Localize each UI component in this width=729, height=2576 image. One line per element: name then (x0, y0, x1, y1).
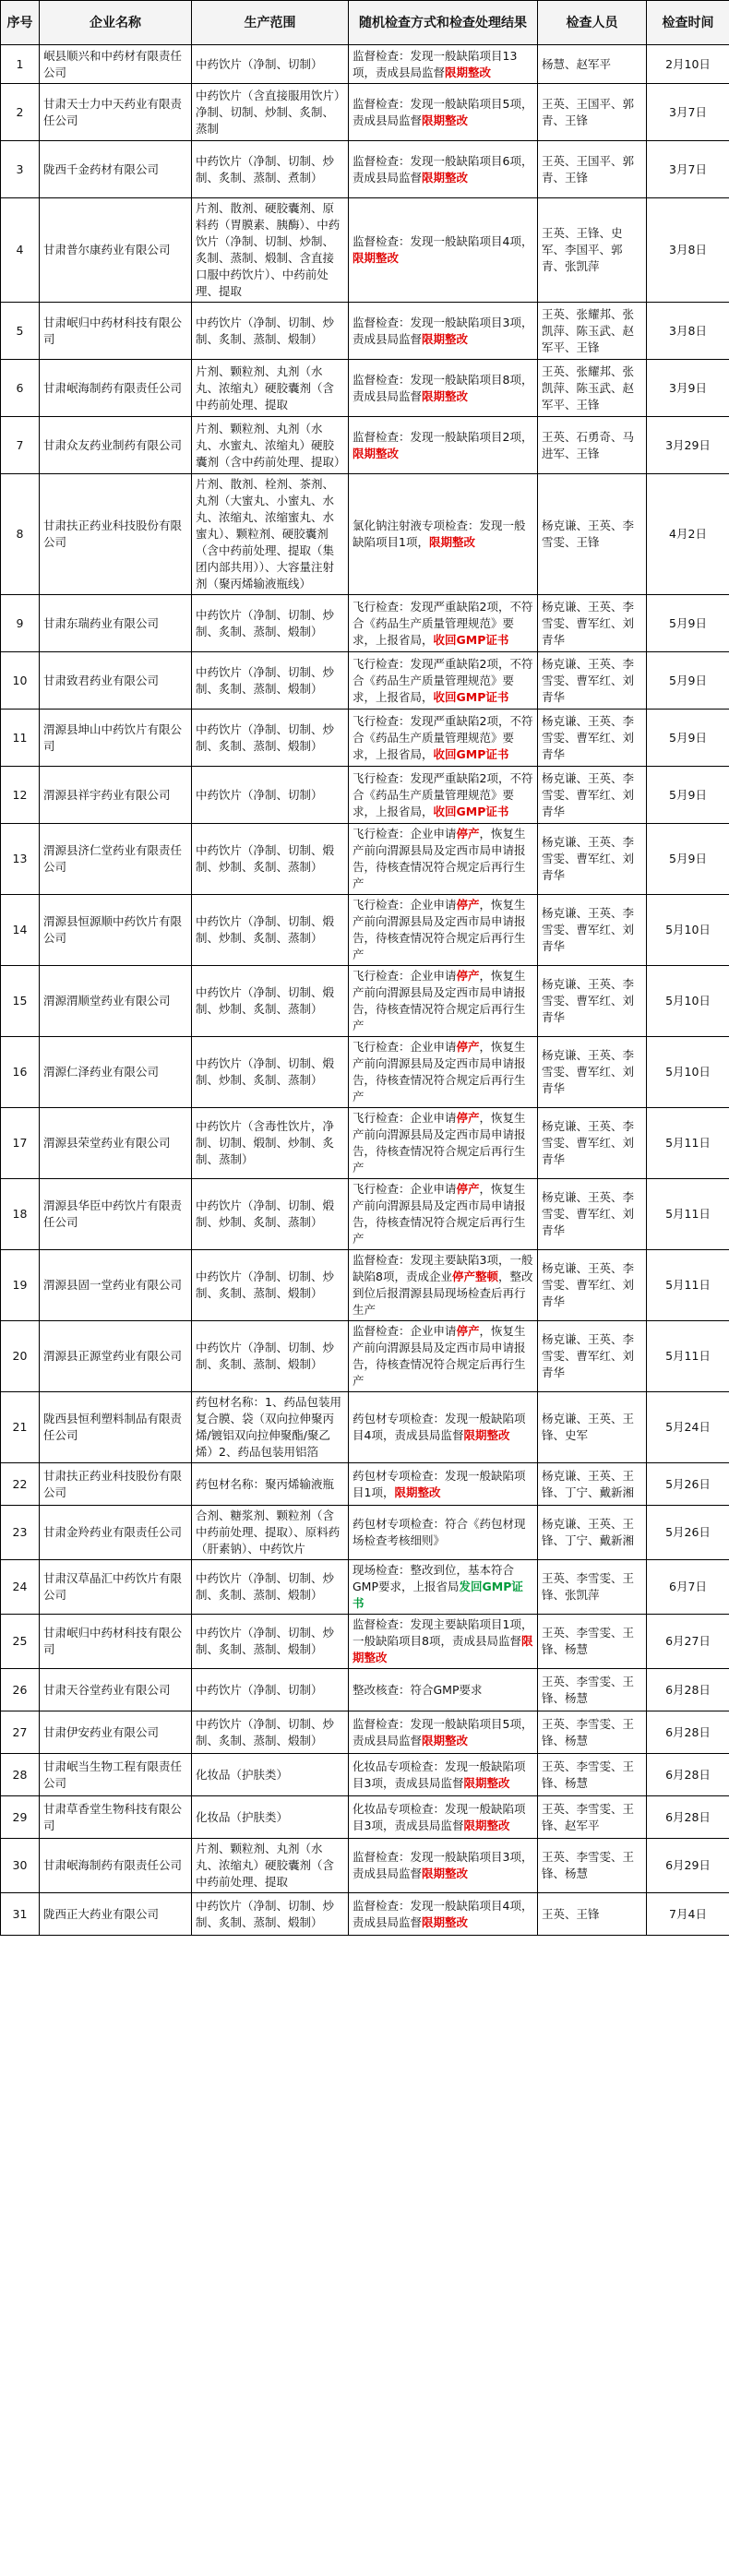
company-name: 岷县顺兴和中药材有限责任公司 (40, 45, 192, 84)
result-text: 现场检查：整改到位，基本符合GMP要求，上报省局 (353, 1563, 515, 1593)
company-name: 渭源县固一堂药业有限公司 (40, 1250, 192, 1321)
inspectors: 杨慧、赵军平 (538, 45, 647, 84)
result-text: 监督检查：发现主要缺陷项目1项，一般缺陷项目8项，责成县局监督 (353, 1617, 533, 1648)
production-scope: 合剂、糖浆剂、颗粒剂（含中药前处理、提取）、原料药（肝素钠）、中药饮片 (192, 1506, 349, 1560)
result-highlight: 限期整改 (422, 388, 469, 403)
result-highlight: 限期整改 (422, 1914, 469, 1929)
result-text: 飞行检查：发现严重缺陷2项，不符合《药品生产质量管理规范》要求，上报省局， (353, 599, 533, 647)
result-highlight: 限期整改 (394, 1485, 441, 1499)
production-scope: 中药饮片（含直接服用饮片）净制、切制、炒制、炙制、蒸制 (192, 84, 349, 141)
inspection-date: 6月28日 (647, 1754, 729, 1796)
inspection-result (349, 141, 538, 198)
production-scope: 中药饮片（含毒性饮片，净制、切制、煅制、炒制、炙制、蒸制） (192, 1108, 349, 1179)
inspection-date: 5月9日 (647, 824, 729, 895)
row-number: 1 (1, 45, 40, 84)
header-result: 随机检查方式和检查处理结果 (349, 1, 538, 45)
table-row (1, 1669, 729, 1711)
company-name: 甘肃普尔康药业有限公司 (40, 198, 192, 303)
inspection-date: 5月9日 (647, 767, 729, 824)
inspectors: 王英、李雪雯、王锋、杨慧 (538, 1711, 647, 1754)
company-name: 渭源渭顺堂药业有限公司 (40, 966, 192, 1037)
result-highlight: 限期整改 (422, 1866, 469, 1880)
company-name: 渭源仁泽药业有限公司 (40, 1037, 192, 1108)
inspection-result (349, 1615, 538, 1669)
result-text: 监督检查：企业申请 (353, 1324, 457, 1338)
company-name: 甘肃天士力中天药业有限责任公司 (40, 84, 192, 141)
production-scope: 中药饮片（净制、切制） (192, 1669, 349, 1711)
company-name: 陇西县恒利塑料制品有限责任公司 (40, 1392, 192, 1463)
inspection-date: 5月10日 (647, 1037, 729, 1108)
result-highlight: 限期整改 (422, 331, 469, 346)
table-row (1, 895, 729, 966)
table-row (1, 1321, 729, 1392)
inspection-date: 5月9日 (647, 710, 729, 767)
company-name: 甘肃扶正药业科技股份有限公司 (40, 474, 192, 595)
company-name: 甘肃岷海制药有限责任公司 (40, 1839, 192, 1893)
result-highlight: 停产整顿 (451, 1270, 498, 1283)
inspectors: 王英、王锋、史军、李国平、郭青、张凯萍 (538, 198, 647, 303)
inspection-result (349, 595, 538, 652)
inspection-date: 4月2日 (647, 474, 729, 595)
company-name: 甘肃岷当生物工程有限责任公司 (40, 1754, 192, 1796)
inspection-date: 3月8日 (647, 198, 729, 303)
inspection-result (349, 45, 538, 84)
result-text: ，恢复生产前向渭源县局及定西市局申请报告，待核查情况符合规定后再行生产 (353, 1182, 526, 1246)
result-text: 飞行检查：发现严重缺陷2项，不符合《药品生产质量管理规范》要求，上报省局， (353, 713, 533, 761)
production-scope: 中药饮片（净制、切制、炒制、炙制、蒸制、煅制） (192, 303, 349, 360)
inspectors: 王英、张耀邦、张凯萍、陈玉武、赵军平、王锋 (538, 360, 647, 417)
result-text: ，恢复生产前向渭源县局及定西市局申请报告，待核查情况符合规定后再行生产 (353, 898, 526, 961)
table-row (1, 1839, 729, 1893)
table-row (1, 1392, 729, 1463)
result-text: 监督检查：发现一般缺陷项目2项， (353, 429, 533, 444)
row-number: 18 (1, 1179, 40, 1250)
row-number: 21 (1, 1392, 40, 1463)
result-text: 监督检查：发现主要缺陷3项，一般缺陷8项，责成企业 (353, 1253, 533, 1283)
inspection-result (349, 652, 538, 710)
table-row (1, 360, 729, 417)
inspectors: 杨克谦、王英、李雪雯、曹军红、刘青华 (538, 652, 647, 710)
inspection-result (349, 1669, 538, 1711)
company-name: 渭源县坤山中药饮片有限公司 (40, 710, 192, 767)
production-scope: 片剂、颗粒剂、丸剂（水丸、浓缩丸）硬胶囊剂（含中药前处理、提取 (192, 1839, 349, 1893)
company-name: 甘肃草香堂生物科技有限公司 (40, 1796, 192, 1839)
row-number: 5 (1, 303, 40, 360)
inspectors: 王英、张耀邦、张凯萍、陈玉武、赵军平、王锋 (538, 303, 647, 360)
table-row (1, 474, 729, 595)
company-name: 甘肃众友药业制药有限公司 (40, 417, 192, 474)
production-scope: 中药饮片（净制、切制、煅制、炒制、炙制、蒸制） (192, 824, 349, 895)
row-number: 4 (1, 198, 40, 303)
company-name: 甘肃岷归中药材科技有限公司 (40, 1615, 192, 1669)
row-number: 26 (1, 1669, 40, 1711)
production-scope: 药包材名称：1、药品包装用复合膜、袋（双向拉伸聚丙烯/镀铝双向拉伸聚酯/聚乙烯）2、药品包装用铝箔 (192, 1392, 349, 1463)
row-number: 11 (1, 710, 40, 767)
production-scope: 中药饮片（净制、切制、炒制、炙制、蒸制、煅制） (192, 1560, 349, 1615)
table-row (1, 824, 729, 895)
inspection-date: 2月10日 (647, 45, 729, 84)
result-highlight: 限期整改 (422, 1733, 469, 1747)
row-number: 19 (1, 1250, 40, 1321)
row-number: 20 (1, 1321, 40, 1392)
table-row (1, 417, 729, 474)
inspectors: 杨克谦、王英、李雪雯、曹军红、刘青华 (538, 966, 647, 1037)
inspectors: 杨克谦、王英、李雪雯、曹军红、刘青华 (538, 895, 647, 966)
inspection-result (349, 303, 538, 360)
inspection-date: 5月10日 (647, 966, 729, 1037)
inspection-result (349, 1463, 538, 1506)
company-name: 甘肃东瑞药业有限公司 (40, 595, 192, 652)
production-scope: 化妆品（护肤类） (192, 1796, 349, 1839)
result-text: ，整改到位后报渭源县局现场检查后再行生产 (353, 1270, 533, 1317)
table-row (1, 1108, 729, 1179)
company-name: 陇西正大药业有限公司 (40, 1893, 192, 1936)
inspection-result (349, 1711, 538, 1754)
inspectors: 王英、王锋 (538, 1893, 647, 1936)
company-name: 甘肃扶正药业科技股份有限公司 (40, 1463, 192, 1506)
header-no: 序号 (1, 1, 40, 45)
production-scope: 中药饮片（净制、切制、炒制、炙制、蒸制、煅制） (192, 1615, 349, 1669)
result-highlight: 限期整改 (422, 113, 469, 127)
result-text: 监督检查：发现一般缺陷项目5项，责成县局监督 (353, 96, 533, 127)
inspection-result (349, 84, 538, 141)
inspection-date: 5月11日 (647, 1179, 729, 1250)
company-name: 渭源县恒源顺中药饮片有限公司 (40, 895, 192, 966)
inspection-date: 5月10日 (647, 895, 729, 966)
inspection-date: 3月8日 (647, 303, 729, 360)
production-scope: 中药饮片（净制、切制） (192, 45, 349, 84)
production-scope: 片剂、散剂、硬胶囊剂、原料药（胃膜素、胰酶）、中药饮片（净制、切制、炒制、炙制、蒸制、煅制、含直接口服中药饮片）、中药前处理、提取 (192, 198, 349, 303)
company-name: 渭源县华臣中药饮片有限责任公司 (40, 1179, 192, 1250)
table-row (1, 1179, 729, 1250)
company-name: 渭源县荣堂药业有限公司 (40, 1108, 192, 1179)
inspection-date: 5月9日 (647, 595, 729, 652)
result-text: 监督检查：发现一般缺陷项目13项，责成县局监督 (353, 48, 518, 79)
inspection-result (349, 710, 538, 767)
production-scope: 片剂、颗粒剂、丸剂（水丸、浓缩丸）硬胶囊剂（含中药前处理、提取 (192, 360, 349, 417)
table-row (1, 1037, 729, 1108)
table-row (1, 1615, 729, 1669)
table-row (1, 652, 729, 710)
row-number: 29 (1, 1796, 40, 1839)
inspection-date: 7月4日 (647, 1893, 729, 1936)
result-highlight: 停产 (456, 969, 480, 983)
production-scope: 药包材名称：聚丙烯输液瓶 (192, 1463, 349, 1506)
row-number: 3 (1, 141, 40, 198)
production-scope: 中药饮片（净制、切制、炒制、炙制、蒸制、煮制） (192, 141, 349, 198)
inspectors: 杨克谦、王英、李雪雯、曹军红、刘青华 (538, 1321, 647, 1392)
inspection-result (349, 1321, 538, 1392)
table-row (1, 710, 729, 767)
inspection-date: 6月27日 (647, 1615, 729, 1669)
inspection-result (349, 474, 538, 595)
production-scope: 化妆品（护肤类） (192, 1754, 349, 1796)
inspection-date: 3月7日 (647, 84, 729, 141)
result-highlight: 限期整改 (422, 170, 469, 185)
production-scope: 中药饮片（净制、切制、炒制、炙制、蒸制、煅制） (192, 1321, 349, 1392)
row-number: 17 (1, 1108, 40, 1179)
row-number: 7 (1, 417, 40, 474)
company-name: 渭源县正源堂药业有限公司 (40, 1321, 192, 1392)
result-text: 监督检查：发现一般缺陷项目5项，责成县局监督 (353, 1716, 533, 1747)
inspection-result (349, 1392, 538, 1463)
inspectors: 王英、王国平、郭青、王锋 (538, 141, 647, 198)
inspection-result (349, 1796, 538, 1839)
inspection-date: 6月28日 (647, 1711, 729, 1754)
row-number: 28 (1, 1754, 40, 1796)
result-highlight: 收回GMP证书 (433, 746, 509, 761)
table-row (1, 1506, 729, 1560)
header-company: 企业名称 (40, 1, 192, 45)
table-row (1, 303, 729, 360)
result-text: 飞行检查：发现严重缺陷2项，不符合《药品生产质量管理规范》要求，上报省局， (353, 770, 533, 818)
table-row (1, 45, 729, 84)
company-name: 甘肃伊安药业有限公司 (40, 1711, 192, 1754)
company-name: 渭源县祥宇药业有限公司 (40, 767, 192, 824)
inspection-result (349, 1179, 538, 1250)
inspection-result (349, 966, 538, 1037)
inspectors: 王英、王国平、郭青、王锋 (538, 84, 647, 141)
result-text: 监督检查：发现一般缺陷项目4项， (353, 234, 533, 248)
result-text: ，恢复生产前向渭源县局及定西市局申请报告，待核查情况符合规定后再行生产 (353, 1111, 526, 1175)
row-number: 25 (1, 1615, 40, 1669)
inspection-result (349, 360, 538, 417)
inspectors: 王英、石勇奇、马进军、王锋 (538, 417, 647, 474)
table-row (1, 84, 729, 141)
inspectors: 王英、李雪雯、王锋、杨慧 (538, 1615, 647, 1669)
row-number: 27 (1, 1711, 40, 1754)
company-name: 甘肃天谷堂药业有限公司 (40, 1669, 192, 1711)
result-highlight: 发回GMP证书 (353, 1580, 523, 1610)
result-text: 飞行检查：企业申请 (353, 969, 457, 983)
inspectors: 杨克谦、王英、李雪雯、曹军红、刘青华 (538, 1250, 647, 1321)
inspection-result (349, 1754, 538, 1796)
result-text: 化妆品专项检查：发现一般缺陷项目3项，责成县局监督 (353, 1759, 526, 1790)
inspectors: 王英、李雪雯、王锋、张凯萍 (538, 1560, 647, 1615)
header-people: 检查人员 (538, 1, 647, 45)
result-highlight: 停产 (456, 1111, 480, 1125)
production-scope: 中药饮片（净制、切制、炒制、炙制、蒸制、煅制） (192, 652, 349, 710)
inspection-date: 5月11日 (647, 1108, 729, 1179)
inspection-date: 6月7日 (647, 1560, 729, 1615)
result-highlight: 停产 (456, 898, 480, 912)
production-scope: 中药饮片（净制、切制） (192, 767, 349, 824)
inspectors: 杨克谦、王英、李雪雯、曹军红、刘青华 (538, 1037, 647, 1108)
company-name: 甘肃汉草晶汇中药饮片有限公司 (40, 1560, 192, 1615)
inspectors: 王英、李雪雯、王锋、杨慧 (538, 1754, 647, 1796)
production-scope: 中药饮片（净制、切制、炒制、炙制、蒸制、煅制） (192, 1250, 349, 1321)
row-number: 22 (1, 1463, 40, 1506)
inspectors: 王英、李雪雯、王锋、杨慧 (538, 1839, 647, 1893)
production-scope: 中药饮片（净制、切制、煅制、炒制、炙制、蒸制） (192, 1037, 349, 1108)
table-row (1, 198, 729, 303)
inspectors: 王英、李雪雯、王锋、赵军平 (538, 1796, 647, 1839)
production-scope: 中药饮片（净制、切制、煅制、炒制、炙制、蒸制） (192, 895, 349, 966)
production-scope: 中药饮片（净制、切制、炒制、炙制、蒸制、煅制） (192, 710, 349, 767)
inspectors: 杨克谦、王英、李雪雯、曹军红、刘青华 (538, 710, 647, 767)
result-text: 药包材专项检查：符合《药包材现场检查考核细则》 (353, 1517, 526, 1547)
table-row (1, 141, 729, 198)
inspection-result (349, 824, 538, 895)
result-highlight: 限期整改 (353, 251, 400, 265)
company-name: 渭源县济仁堂药业有限责任公司 (40, 824, 192, 895)
table-body (1, 45, 729, 1936)
table-row (1, 1463, 729, 1506)
header-date: 检查时间 (647, 1, 729, 45)
result-text: ，恢复生产前向渭源县局及定西市局申请报告，待核查情况符合规定后再行生产 (353, 1324, 526, 1388)
result-highlight: 限期整改 (353, 446, 400, 460)
inspectors: 杨克谦、王英、李雪雯、曹军红、刘青华 (538, 1179, 647, 1250)
result-highlight: 收回GMP证书 (433, 689, 509, 704)
inspection-date: 6月28日 (647, 1669, 729, 1711)
table-row (1, 1754, 729, 1796)
result-text: 整改核查：符合GMP要求 (353, 1682, 483, 1697)
result-highlight: 停产 (456, 1182, 480, 1196)
result-text: 氯化钠注射液专项检查：发现一般缺陷项目1项， (353, 519, 526, 549)
result-text: 飞行检查：企业申请 (353, 1111, 457, 1125)
result-highlight: 限期整改 (428, 535, 475, 549)
inspection-date: 5月26日 (647, 1506, 729, 1560)
inspection-date: 3月29日 (647, 417, 729, 474)
production-scope: 中药饮片（净制、切制、炒制、炙制、蒸制、煅制） (192, 1893, 349, 1936)
inspection-date: 5月24日 (647, 1392, 729, 1463)
inspection-result (349, 1839, 538, 1893)
production-scope: 中药饮片（净制、切制、煅制、炒制、炙制、蒸制） (192, 966, 349, 1037)
company-name: 甘肃金羚药业有限责任公司 (40, 1506, 192, 1560)
inspection-result (349, 1506, 538, 1560)
row-number: 30 (1, 1839, 40, 1893)
table-row (1, 1250, 729, 1321)
inspection-date: 5月11日 (647, 1321, 729, 1392)
production-scope: 片剂、散剂、栓剂、茶剂、丸剂（大蜜丸、小蜜丸、水丸、浓缩丸、浓缩蜜丸、水蜜丸）、颗粒剂、硬胶囊剂（含中药前处理、提取（集团内部共用））、大容量注射剂（聚丙烯输液瓶线） (192, 474, 349, 595)
table-row (1, 1711, 729, 1754)
inspection-date: 6月29日 (647, 1839, 729, 1893)
production-scope: 片剂、颗粒剂、丸剂（水丸、水蜜丸、浓缩丸）硬胶囊剂（含中药前处理、提取） (192, 417, 349, 474)
inspection-date: 6月28日 (647, 1796, 729, 1839)
row-number: 2 (1, 84, 40, 141)
inspection-result (349, 767, 538, 824)
result-highlight: 收回GMP证书 (433, 804, 509, 818)
table-row (1, 767, 729, 824)
inspection-date: 3月9日 (647, 360, 729, 417)
inspection-result (349, 198, 538, 303)
inspection-result (349, 1037, 538, 1108)
table-row (1, 1893, 729, 1936)
company-name: 甘肃致君药业有限公司 (40, 652, 192, 710)
company-name: 甘肃岷海制药有限责任公司 (40, 360, 192, 417)
row-number: 15 (1, 966, 40, 1037)
result-highlight: 停产 (456, 1040, 480, 1054)
row-number: 31 (1, 1893, 40, 1936)
production-scope: 中药饮片（净制、切制、煅制、炒制、炙制、蒸制） (192, 1179, 349, 1250)
row-number: 14 (1, 895, 40, 966)
inspection-result (349, 417, 538, 474)
result-text: 监督检查：发现一般缺陷项目8项，责成县局监督 (353, 372, 533, 403)
inspection-result (349, 1108, 538, 1179)
header-row (1, 1, 729, 45)
inspection-date: 3月7日 (647, 141, 729, 198)
row-number: 10 (1, 652, 40, 710)
header-scope: 生产范围 (192, 1, 349, 45)
result-text: 监督检查：发现一般缺陷项目4项，责成县局监督 (353, 1898, 533, 1929)
inspection-result (349, 895, 538, 966)
inspection-date: 5月26日 (647, 1463, 729, 1506)
inspectors: 王英、李雪雯、王锋、杨慧 (538, 1669, 647, 1711)
table-row (1, 1560, 729, 1615)
inspectors: 杨克谦、王英、李雪雯、曹军红、刘青华 (538, 595, 647, 652)
result-text: 飞行检查：企业申请 (353, 1040, 457, 1054)
result-text: 飞行检查：发现严重缺陷2项，不符合《药品生产质量管理规范》要求，上报省局， (353, 656, 533, 704)
result-text: 监督检查：发现一般缺陷项目6项，责成县局监督 (353, 153, 533, 185)
table-row (1, 595, 729, 652)
result-text: 监督检查：发现一般缺陷项目3项，责成县局监督 (353, 315, 533, 346)
inspectors: 杨克谦、王英、李雪雯、曹军红、刘青华 (538, 767, 647, 824)
inspection-date: 5月11日 (647, 1250, 729, 1321)
result-text: 飞行检查：企业申请 (353, 827, 457, 841)
result-text: 药包材专项检查：发现一般缺陷项目4项，责成县局监督 (353, 1412, 526, 1442)
inspectors: 杨克谦、王英、李雪雯、曹军红、刘青华 (538, 1108, 647, 1179)
inspection-result (349, 1893, 538, 1936)
row-number: 8 (1, 474, 40, 595)
row-number: 16 (1, 1037, 40, 1108)
inspectors: 杨克谦、王英、王锋、丁宁、戴新湘 (538, 1463, 647, 1506)
result-highlight: 停产 (456, 1324, 480, 1338)
result-text: ，恢复生产前向渭源县局及定西市局申请报告，待核查情况符合规定后再行生产 (353, 827, 526, 890)
result-text: 监督检查：发现一般缺陷项目3项，责成县局监督 (353, 1850, 533, 1880)
table-row (1, 966, 729, 1037)
result-text: 飞行检查：企业申请 (353, 1182, 457, 1196)
result-highlight: 限期整改 (463, 1428, 510, 1442)
inspection-date: 5月9日 (647, 652, 729, 710)
row-number: 13 (1, 824, 40, 895)
result-text: ，恢复生产前向渭源县局及定西市局申请报告，待核查情况符合规定后再行生产 (353, 969, 526, 1032)
result-text: 药包材专项检查：发现一般缺陷项目1项， (353, 1468, 526, 1499)
result-text: 化妆品专项检查：发现一般缺陷项目3项，责成县局监督 (353, 1801, 526, 1832)
row-number: 23 (1, 1506, 40, 1560)
company-name: 陇西千金药材有限公司 (40, 141, 192, 198)
table-row (1, 1796, 729, 1839)
inspectors: 杨克谦、王英、李雪雯、王锋 (538, 474, 647, 595)
result-highlight: 限期整改 (463, 1775, 510, 1790)
row-number: 12 (1, 767, 40, 824)
result-text: 飞行检查：企业申请 (353, 898, 457, 912)
inspectors: 杨克谦、王英、李雪雯、曹军红、刘青华 (538, 824, 647, 895)
inspection-result (349, 1560, 538, 1615)
row-number: 24 (1, 1560, 40, 1615)
inspectors: 杨克谦、王英、王锋、丁宁、戴新湘 (538, 1506, 647, 1560)
row-number: 6 (1, 360, 40, 417)
result-highlight: 停产 (456, 827, 480, 841)
production-scope: 中药饮片（净制、切制、炒制、炙制、蒸制、煅制） (192, 1711, 349, 1754)
company-name: 甘肃岷归中药材科技有限公司 (40, 303, 192, 360)
result-highlight: 限期整改 (353, 1634, 533, 1664)
result-highlight: 限期整改 (463, 1818, 510, 1832)
result-highlight: 收回GMP证书 (433, 632, 509, 647)
row-number: 9 (1, 595, 40, 652)
inspectors: 杨克谦、王英、王锋、史军 (538, 1392, 647, 1463)
result-text: ，恢复生产前向渭源县局及定西市局申请报告，待核查情况符合规定后再行生产 (353, 1040, 526, 1103)
inspection-result (349, 1250, 538, 1321)
result-highlight: 限期整改 (445, 65, 492, 79)
production-scope: 中药饮片（净制、切制、炒制、炙制、蒸制、煅制） (192, 595, 349, 652)
